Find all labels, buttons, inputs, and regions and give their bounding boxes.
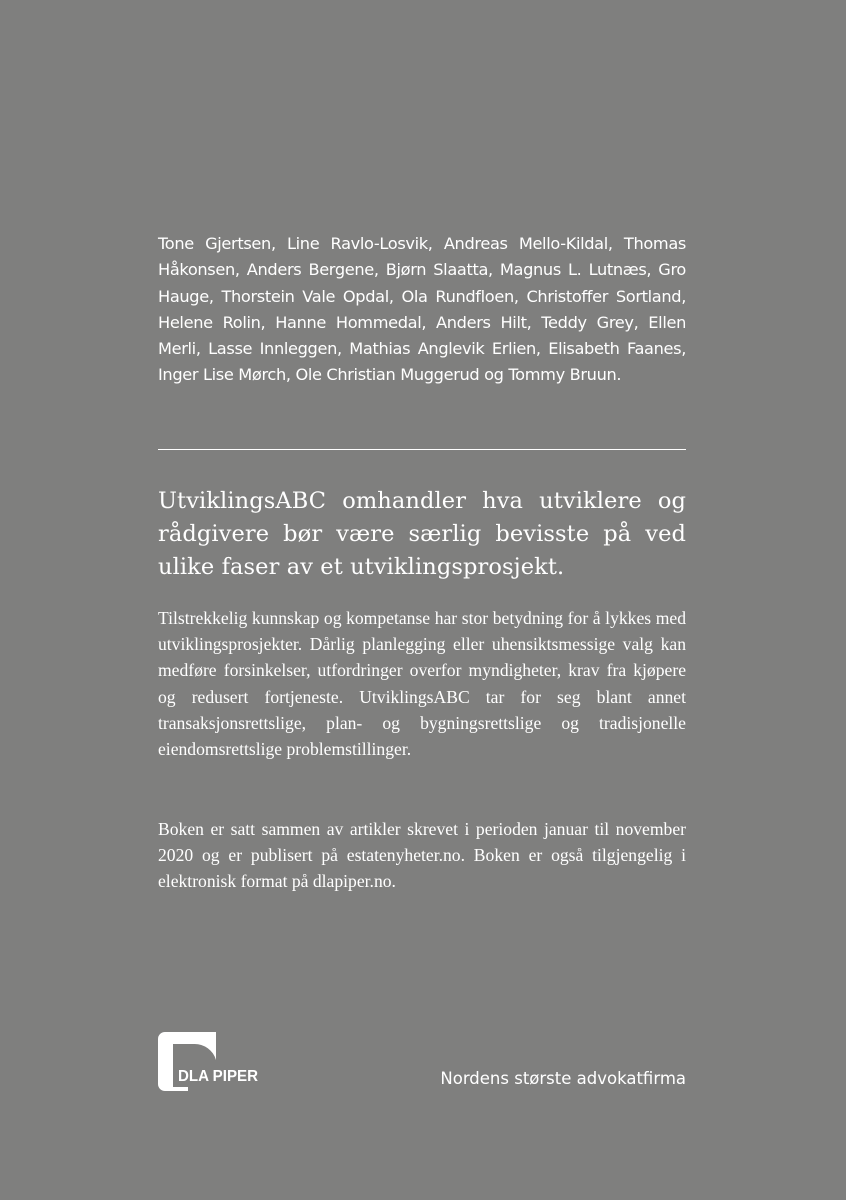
body-paragraph-1: Tilstrekkelig kunnskap og kompetanse har stor betydning for å lykkes med utviklingsprosjekter. Dårlig planlegging eller uhensiktsmessige valg kan medføre forsinkelser, utfordringer overfor myndigheter, krav fra kjøpere og redusert fortjeneste. UtviklingsABC tar for seg blant annet transaksjonsrettslige, plan- og bygningsrettslige og tradisjonelle eiendomsrettslige problemstillinger. — [158, 608, 686, 760]
logo-text: DLA PIPER — [178, 1068, 259, 1085]
body-paragraph-2: Boken er satt sammen av artikler skrevet i perioden januar til november 2020 og er publisert på estatenyheter.no. Boken er også tilgjengelig i elektronisk format på dlapiper.no. — [158, 819, 686, 892]
divider — [158, 449, 686, 450]
lead-text: UtviklingsABC omhandler hva utviklere og rådgivere bør være særlig bevisste på ved ulike faser av et utviklingsprosjekt. — [158, 488, 686, 580]
dla-piper-logo — [158, 1032, 262, 1092]
tagline: Nordens største advokatfirma — [440, 1069, 686, 1088]
author-list: Tone Gjertsen, Line Ravlo-Losvik, Andreas Mello-Kildal, Thomas Håkonsen, Anders Bergene, Bjørn Slaatta, Magnus L. Lutnæs, Gro Hauge, Thorstein Vale Opdal, Ola Rundfloen, Christoffer Sortland, Helene Rolin, Hanne Hommedal, Anders Hilt, Teddy Grey, Ellen Merli, Lasse Innleggen, Mathias Anglevik Erlien, Elisabeth Faanes, Inger Lise Mørch, Ole Christian Muggerud og Tommy Bruun. — [158, 234, 686, 385]
